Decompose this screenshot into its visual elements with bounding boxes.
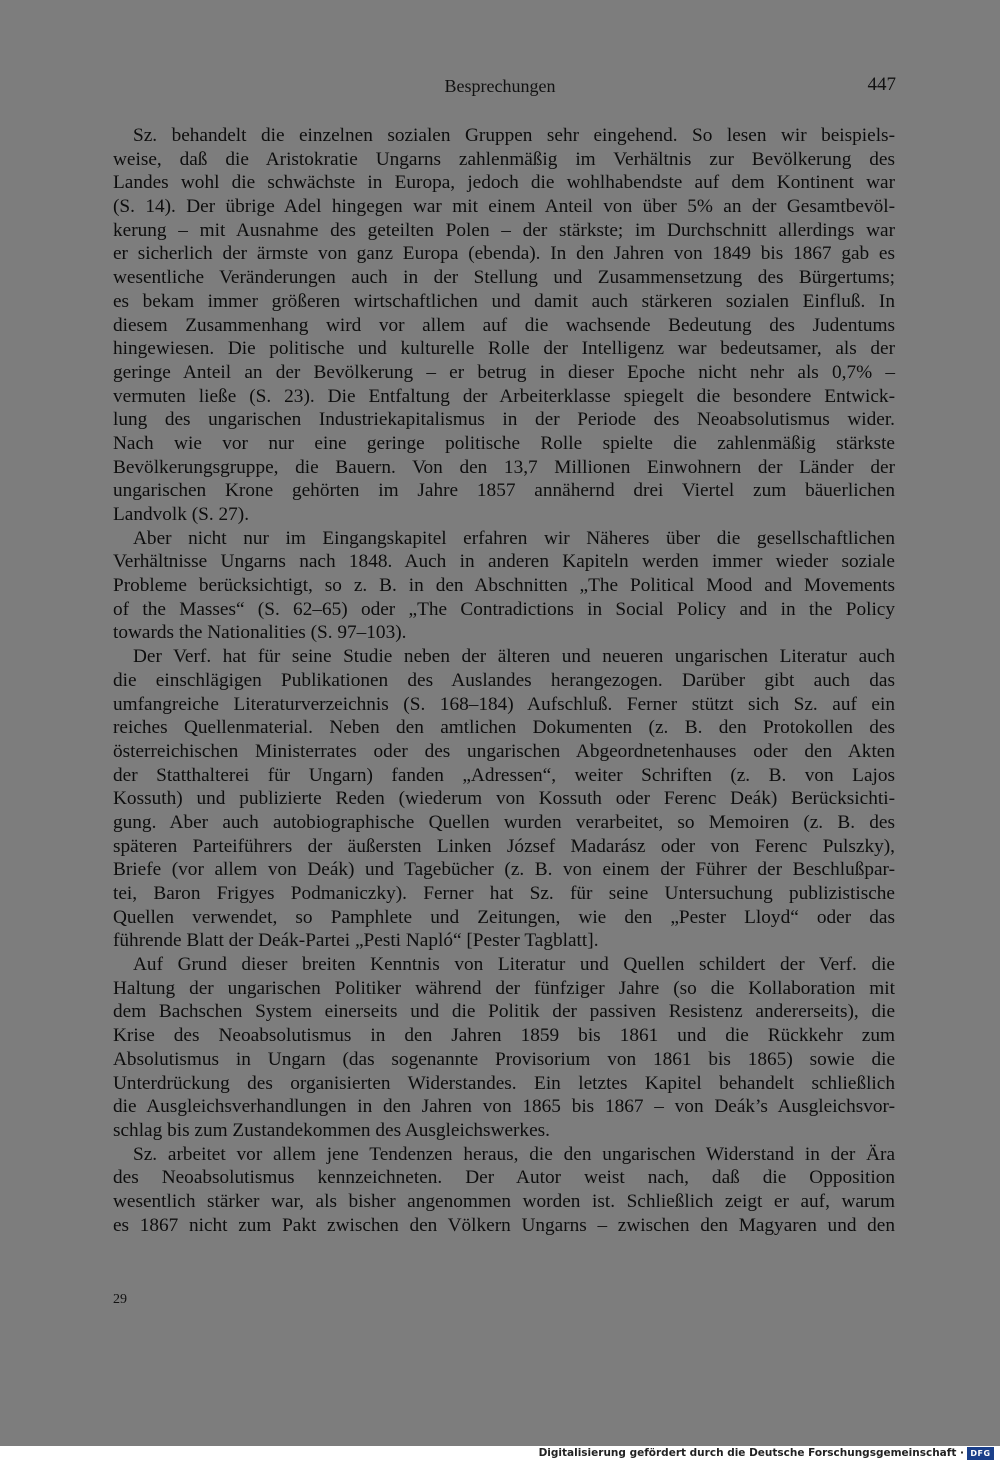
text-line: Krise des Neoabsolutismus in den Jahren 1859 bis 1861 und die Rückkehr zum: [113, 1025, 895, 1047]
text-line: schlag bis zum Zustandekommen des Ausgleichswerkes.: [113, 1119, 550, 1141]
text-line: Probleme berücksichtigt, so z. B. in den Abschnitten „The Political Mood and Movements: [113, 575, 895, 597]
footer-bar: [0, 1446, 1000, 1462]
text-line: weise, daß die Aristokratie Ungarns zahlenmäßig im Verhältnis zur Bevölkerung des: [113, 148, 895, 170]
body-text: [113, 124, 895, 1237]
text-line: wesentliche Veränderungen auch in der Stellung und Zusammensetzung des Bürgertums;: [113, 267, 895, 289]
text-line: Sz. behandelt die einzelnen sozialen Gruppen sehr eingehend. So lesen wir beispiels-: [133, 125, 895, 146]
running-header-title: Besprechungen: [444, 76, 556, 96]
paragraph: [113, 124, 895, 527]
text-line: Nach wie vor nur eine geringe politische Rolle spielte die zahlenmäßig stärkste: [113, 432, 895, 454]
text-line: die einschlägigen Publikationen des Auslandes herangezogen. Darüber gibt auch das: [113, 669, 895, 691]
paragraph: [113, 953, 895, 1143]
text-line: Quellen verwendet, so Pamphlete und Zeitungen, wie den „Pester Lloyd“ oder das: [113, 906, 895, 928]
text-line: des Neoabsolutismus kennzeichneten. Der Autor weist nach, daß die Opposition: [113, 1167, 895, 1189]
text-line: dem Bachschen System einerseits und die Politik der passiven Resistenz andererseits), die: [113, 1001, 895, 1023]
text-line: of the Masses“ (S. 62–65) oder „The Contradictions in Social Policy and in the Policy: [113, 598, 895, 620]
text-line: Auf Grund dieser breiten Kenntnis von Literatur und Quellen schildert der Verf. die: [133, 954, 895, 976]
paragraph: [113, 527, 895, 645]
text-line: der Statthalterei für Ungarn) fanden „Adressen“, weiter Schriften (z. B. von Lajos: [113, 764, 895, 786]
text-line: gung. Aber auch autobiographische Quellen wurden verarbeitet, so Memoiren (z. B. des: [113, 811, 895, 833]
text-line: towards the Nationalities (S. 97–103).: [113, 622, 407, 644]
text-line: vermuten ließe (S. 23). Die Entfaltung der Arbeiterklasse spiegelt die besondere Entwick-: [113, 385, 895, 407]
text-line: ungarischen Krone gehörten im Jahre 1857 annähernd drei Viertel zum bäuerlichen: [113, 480, 895, 502]
text-line: diesem Zusammenhang wird vor allem auf die wachsende Bedeutung des Judentums: [113, 314, 895, 336]
text-line: Briefe (vor allem von Deák) und Tagebücher (z. B. von einem der Führer der Beschlußpar-: [113, 859, 895, 881]
text-line: umfangreiche Literaturverzeichnis (S. 168–184) Aufschluß. Ferner stützt sich Sz. auf ein: [113, 693, 895, 715]
text-line: es bekam immer größeren wirtschaftlichen und damit auch stärkeren sozialen Einfluß. In: [113, 290, 895, 312]
text-line: Verhältnisse Ungarns nach 1848. Auch in anderen Kapiteln werden immer wieder soziale: [113, 551, 895, 573]
text-line: Landes wohl die schwächste in Europa, jedoch die wohlhabendste auf dem Kontinent war: [113, 172, 895, 194]
text-line: Sz. arbeitet vor allem jene Tendenzen heraus, die den ungarischen Widerstand in der Ära: [133, 1143, 895, 1165]
text-line: österreichischen Ministerrates oder des ungarischen Abgeordnetenhauses oder den Akten: [113, 740, 895, 762]
text-line: Haltung der ungarischen Politiker während der fünfziger Jahre (so die Kollaboration mit: [113, 977, 895, 999]
paragraph: [113, 1143, 895, 1238]
text-line: Absolutismus in Ungarn (das sogenannte Provisorium von 1861 bis 1865) sowie die: [113, 1048, 895, 1070]
funding-notice: Digitalisierung gefördert durch die Deutsche Forschungsgemeinschaft ·: [538, 1447, 964, 1459]
text-line: geringe Anteil an der Bevölkerung – er betrug in dieser Epoche nicht nehr als 0,7% –: [113, 361, 895, 383]
text-line: wesentlich stärker war, als bisher angenommen worden ist. Schließlich zeigt er auf, warum: [113, 1190, 895, 1212]
text-line: reiches Quellenmaterial. Neben den amtlichen Dokumenten (z. B. den Protokollen des: [113, 717, 895, 739]
dfg-logo-icon: DFG: [967, 1447, 994, 1460]
text-line: Landvolk (S. 27).: [113, 504, 250, 525]
text-line: es 1867 nicht zum Pakt zwischen den Völkern Ungarns – zwischen den Magyaren und den: [113, 1214, 895, 1236]
signature-mark: 29: [113, 1292, 127, 1307]
text-line: tei, Baron Frigyes Podmaniczky). Ferner hat Sz. für seine Untersuchung publizistische: [113, 883, 895, 904]
text-line: kerung – mit Ausnahme des geteilten Polen – der stärkste; im Durchschnitt allerdings war: [113, 219, 895, 241]
text-line: hingewiesen. Die politische und kulturelle Rolle der Intelligenz war bedeutsamer, als der: [113, 338, 895, 360]
page-number: 447: [867, 74, 896, 95]
text-line: Kossuth) und publizierte Reden (wiederum von Kossuth oder Ferenc Deák) Berücksichti-: [113, 788, 895, 810]
text-line: lung des ungarischen Industriekapitalismus in der Periode des Neoabsolutismus wider.: [113, 409, 895, 431]
text-line: Aber nicht nur im Eingangskapitel erfahren wir Näheres über die gesellschaftlichen: [133, 527, 895, 549]
text-line: die Ausgleichsverhandlungen in den Jahren von 1865 bis 1867 – von Deák’s Ausgleichsvor-: [113, 1096, 895, 1118]
paragraph: [113, 645, 895, 953]
text-line: Der Verf. hat für seine Studie neben der älteren und neueren ungarischen Literatur auch: [133, 646, 895, 668]
text-line: Unterdrückung des organisierten Widerstandes. Ein letztes Kapitel behandelt schließlich: [113, 1072, 895, 1094]
text-line: (S. 14). Der übrige Adel hingegen war mit einem Anteil von über 5% an der Gesamtbevöl-: [113, 196, 895, 218]
text-line: führende Blatt der Deák-Partei „Pesti Napló“ [Pester Tagblatt].: [113, 930, 599, 952]
text-line: späteren Parteiführers der äußersten Linken József Madarász oder von Ferenc Pulszky),: [113, 835, 895, 857]
text-line: Bevölkerungsgruppe, die Bauern. Von den 13,7 Millionen Einwohnern der Länder der: [113, 456, 895, 478]
text-line: er sicherlich der ärmste von ganz Europa (ebenda). In den Jahren von 1849 bis 1867 gab es: [113, 243, 895, 265]
